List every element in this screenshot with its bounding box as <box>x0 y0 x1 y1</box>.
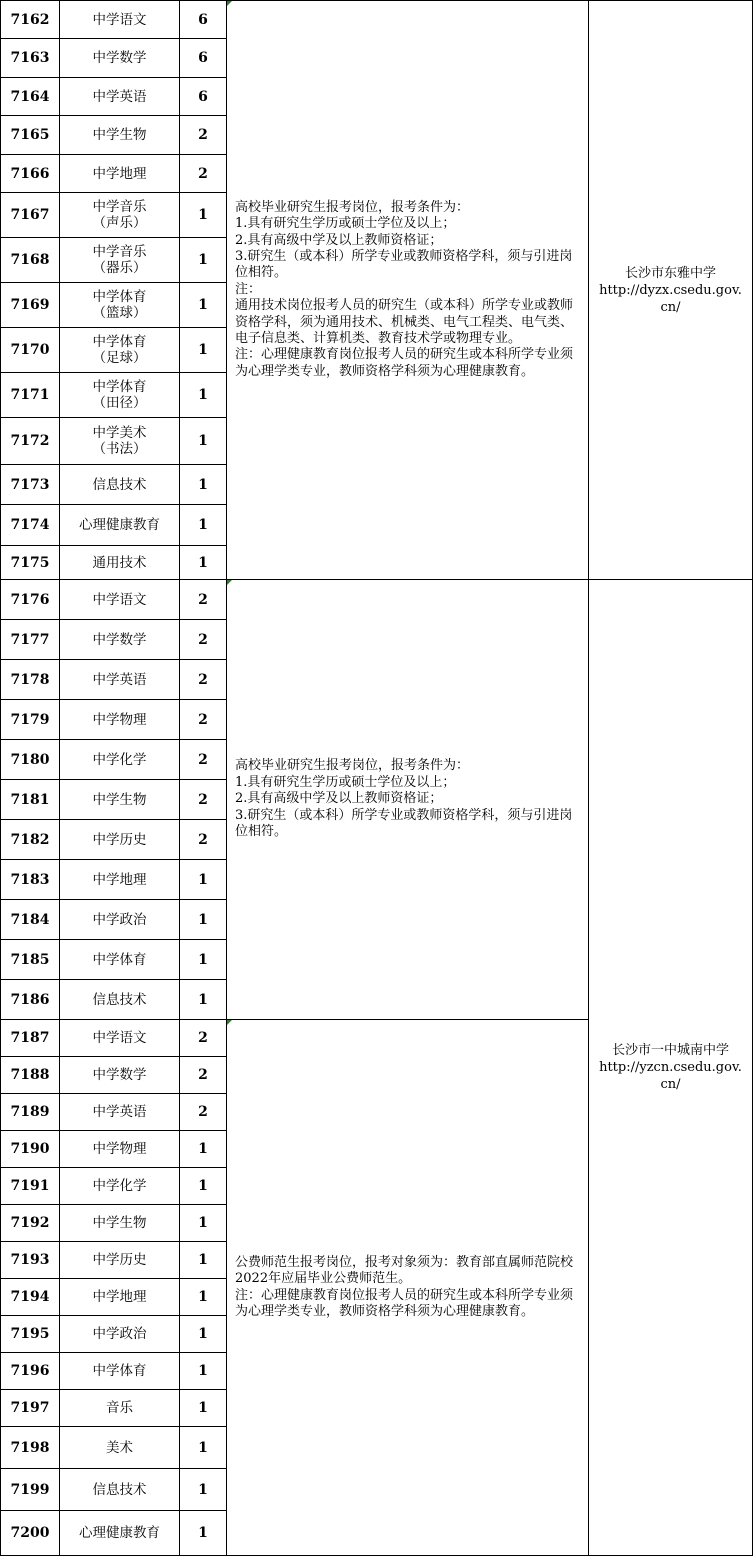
position-code: 7199 <box>1 1469 60 1511</box>
subject-name: 中学体育 （篮球） <box>60 283 180 328</box>
position-count: 1 <box>180 980 227 1020</box>
subject-name: 通用技术 <box>60 546 180 580</box>
subject-name: 中学政治 <box>60 900 180 940</box>
subject-name: 中学体育 （田径） <box>60 373 180 418</box>
position-count: 1 <box>180 1279 227 1316</box>
subject-name: 中学物理 <box>60 1131 180 1168</box>
table-body <box>1 1 753 1556</box>
position-code: 7170 <box>1 328 60 373</box>
position-code: 7194 <box>1 1279 60 1316</box>
subject-name: 中学数学 <box>60 39 180 78</box>
position-count: 1 <box>180 940 227 980</box>
subject-name: 中学语文 <box>60 1020 180 1057</box>
position-code: 7190 <box>1 1131 60 1168</box>
position-count: 2 <box>180 1020 227 1057</box>
subject-name: 中学音乐 （器乐） <box>60 238 180 283</box>
position-code: 7184 <box>1 900 60 940</box>
position-count: 6 <box>180 78 227 116</box>
application-conditions <box>227 1020 589 1556</box>
subject-name: 中学化学 <box>60 1168 180 1205</box>
position-count: 1 <box>180 1205 227 1242</box>
position-count: 6 <box>180 39 227 78</box>
position-count: 2 <box>180 155 227 193</box>
school-info <box>589 580 753 1556</box>
position-count: 1 <box>180 465 227 505</box>
position-code: 7167 <box>1 193 60 238</box>
subject-name: 中学美术 （书法） <box>60 418 180 465</box>
position-code: 7165 <box>1 116 60 155</box>
position-count: 2 <box>180 1057 227 1094</box>
position-count: 2 <box>180 1094 227 1131</box>
position-count: 1 <box>180 1242 227 1279</box>
position-code: 7175 <box>1 546 60 580</box>
application-conditions <box>227 580 589 1020</box>
subject-name: 中学语文 <box>60 1 180 39</box>
position-count: 1 <box>180 1316 227 1353</box>
conditions-text: 公费师范生报考岗位，报考对象须为：教育部直属师范院校2022年应届毕业公费师范生。 注：心理健康教育岗位报考人员的研究生或本科所学专业须为心理学类专业，教师资格学科须为心理健康教育。 <box>235 1254 574 1319</box>
position-count: 1 <box>180 373 227 418</box>
position-count: 1 <box>180 1390 227 1427</box>
position-count: 1 <box>180 900 227 940</box>
position-count: 1 <box>180 505 227 546</box>
subject-name: 中学化学 <box>60 740 180 780</box>
position-count: 2 <box>180 116 227 155</box>
position-count: 1 <box>180 1353 227 1390</box>
table-row <box>1 1 753 39</box>
position-count: 1 <box>180 1168 227 1205</box>
cell-comment-marker-icon <box>227 1 232 6</box>
subject-name: 中学生物 <box>60 1205 180 1242</box>
position-count: 2 <box>180 780 227 820</box>
position-count: 2 <box>180 660 227 700</box>
position-code: 7185 <box>1 940 60 980</box>
subject-name: 中学历史 <box>60 820 180 860</box>
position-code: 7168 <box>1 238 60 283</box>
position-count: 6 <box>180 1 227 39</box>
position-count: 2 <box>180 820 227 860</box>
school-info <box>589 1 753 580</box>
subject-name: 音乐 <box>60 1390 180 1427</box>
position-code: 7163 <box>1 39 60 78</box>
position-count: 2 <box>180 580 227 620</box>
position-code: 7195 <box>1 1316 60 1353</box>
position-code: 7182 <box>1 820 60 860</box>
school-website-link[interactable]: http://dyzx.csedu.gov.cn/ <box>599 282 742 315</box>
subject-name: 中学数学 <box>60 1057 180 1094</box>
position-code: 7162 <box>1 1 60 39</box>
position-code: 7164 <box>1 78 60 116</box>
position-count: 1 <box>180 1427 227 1469</box>
table-row <box>1 580 753 620</box>
subject-name: 中学生物 <box>60 116 180 155</box>
subject-name: 中学语文 <box>60 580 180 620</box>
subject-name: 心理健康教育 <box>60 505 180 546</box>
subject-name: 中学生物 <box>60 780 180 820</box>
school-name: 长沙市东雅中学 <box>624 265 716 281</box>
position-count: 1 <box>180 283 227 328</box>
subject-name: 中学英语 <box>60 660 180 700</box>
position-code: 7177 <box>1 620 60 660</box>
position-code: 7173 <box>1 465 60 505</box>
position-code: 7186 <box>1 980 60 1020</box>
position-code: 7192 <box>1 1205 60 1242</box>
position-count: 1 <box>180 328 227 373</box>
subject-name: 心理健康教育 <box>60 1511 180 1556</box>
subject-name: 中学体育 <box>60 1353 180 1390</box>
position-count: 1 <box>180 418 227 465</box>
subject-name: 中学体育 （足球） <box>60 328 180 373</box>
position-code: 7171 <box>1 373 60 418</box>
position-code: 7188 <box>1 1057 60 1094</box>
position-count: 1 <box>180 193 227 238</box>
subject-name: 中学地理 <box>60 155 180 193</box>
subject-name: 中学政治 <box>60 1316 180 1353</box>
position-code: 7196 <box>1 1353 60 1390</box>
position-code: 7197 <box>1 1390 60 1427</box>
subject-name: 中学地理 <box>60 860 180 900</box>
subject-name: 信息技术 <box>60 465 180 505</box>
subject-name: 中学英语 <box>60 78 180 116</box>
position-code: 7166 <box>1 155 60 193</box>
position-count: 1 <box>180 1131 227 1168</box>
position-count: 1 <box>180 1469 227 1511</box>
position-count: 1 <box>180 546 227 580</box>
position-code: 7180 <box>1 740 60 780</box>
position-code: 7178 <box>1 660 60 700</box>
position-code: 7200 <box>1 1511 60 1556</box>
subject-name: 中学数学 <box>60 620 180 660</box>
school-website-link[interactable]: http://yzcn.csedu.gov.cn/ <box>599 1060 742 1092</box>
subject-name: 中学体育 <box>60 940 180 980</box>
position-code: 7198 <box>1 1427 60 1469</box>
position-code: 7187 <box>1 1020 60 1057</box>
subject-name: 美术 <box>60 1427 180 1469</box>
position-code: 7174 <box>1 505 60 546</box>
position-code: 7189 <box>1 1094 60 1131</box>
subject-name: 信息技术 <box>60 1469 180 1511</box>
subject-name: 信息技术 <box>60 980 180 1020</box>
position-count: 2 <box>180 740 227 780</box>
position-code: 7181 <box>1 780 60 820</box>
school-name: 长沙市一中城南中学 <box>611 1043 729 1058</box>
position-code: 7169 <box>1 283 60 328</box>
subject-name: 中学历史 <box>60 1242 180 1279</box>
position-count: 1 <box>180 1511 227 1556</box>
position-code: 7183 <box>1 860 60 900</box>
conditions-text: 高校毕业研究生报考岗位，报考条件为： 1.具有研究生学历或硕士学位及以上； 2.具有高级中学及以上教师资格证； 3.研究生（或本科）所学专业或教师资格学科，须与引进岗位相符。 注： 通用技术岗位报考人员的研究生（或本科）所学专业或教师资格学科，须为通用技术、机械类、电气工程类、电气类、电子信息类、计算机类、教育技术学或物理专业。 注：心理健康教育岗位报考人员的研究生或本科所学专业须为心理学类专业，教师资格学科须为心理健康教育。 <box>235 199 574 379</box>
position-count: 1 <box>180 238 227 283</box>
subject-name: 中学音乐 （声乐） <box>60 193 180 238</box>
position-count: 1 <box>180 860 227 900</box>
position-count: 2 <box>180 700 227 740</box>
position-code: 7172 <box>1 418 60 465</box>
application-conditions <box>227 1 589 580</box>
cell-comment-marker-icon <box>227 580 232 585</box>
position-code: 7176 <box>1 580 60 620</box>
subject-name: 中学英语 <box>60 1094 180 1131</box>
position-code: 7179 <box>1 700 60 740</box>
subject-name: 中学地理 <box>60 1279 180 1316</box>
conditions-text: 高校毕业研究生报考岗位，报考条件为： 1.具有研究生学历或硕士学位及以上； 2.具有高级中学及以上教师资格证； 3.研究生（或本科）所学专业或教师资格学科，须与引进岗位相符。 <box>235 758 573 840</box>
position-count: 2 <box>180 620 227 660</box>
position-code: 7193 <box>1 1242 60 1279</box>
position-code: 7191 <box>1 1168 60 1205</box>
subject-name: 中学物理 <box>60 700 180 740</box>
cell-comment-marker-icon <box>227 1020 232 1025</box>
